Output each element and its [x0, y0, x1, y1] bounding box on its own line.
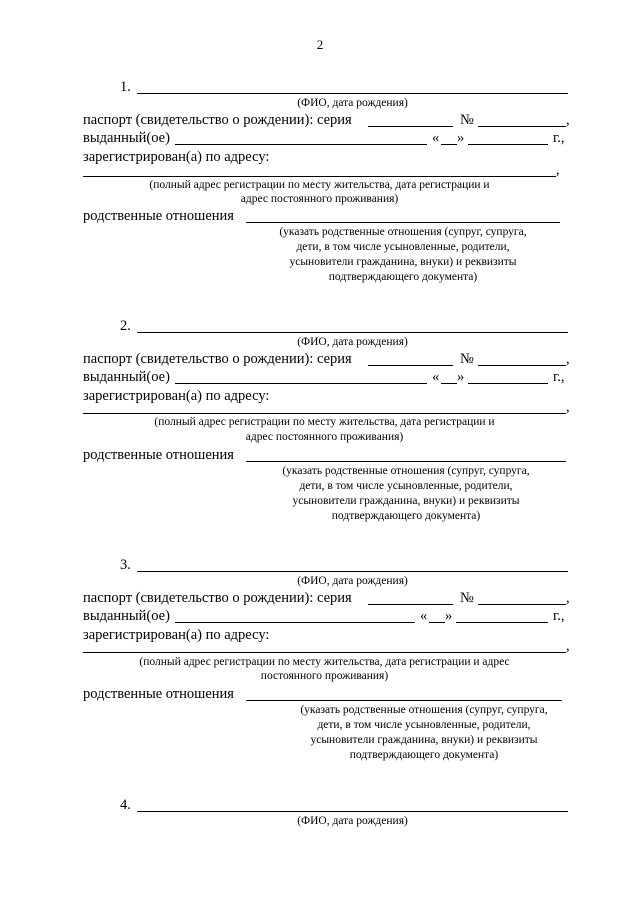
fio-hint: (ФИО, дата рождения) — [297, 336, 408, 348]
comma: , — [556, 162, 560, 178]
date-close: » — [445, 608, 453, 624]
passport-label: паспорт (свидетельство о рождении): серия — [83, 112, 352, 128]
relation-label: родственные отношения — [83, 686, 234, 702]
number-sign: № — [460, 112, 474, 128]
issue-day-field[interactable] — [429, 622, 445, 623]
issued-label: выданный(ое) — [83, 369, 170, 385]
relation-label: родственные отношения — [83, 208, 234, 224]
fio-field[interactable] — [137, 93, 568, 94]
entry-number: 2. — [120, 318, 131, 334]
relation-field[interactable] — [246, 700, 562, 701]
fio-hint: (ФИО, дата рождения) — [297, 815, 408, 827]
relation-hint-3: усыновители гражданина, внуки) и реквизиты — [292, 495, 520, 507]
registered-label: зарегистрирован(а) по адресу: — [83, 388, 270, 404]
relation-hint-2: дети, в том числе усыновленные, родители, — [296, 241, 510, 253]
relation-label: родственные отношения — [83, 447, 234, 463]
issue-day-field[interactable] — [441, 383, 457, 384]
relation-hint-4: подтверждающего документа) — [349, 749, 499, 761]
comma: , — [566, 638, 570, 654]
comma: , — [566, 590, 570, 606]
address-field[interactable] — [83, 652, 566, 653]
relation-hint-3: усыновители гражданина, внуки) и реквизиты — [289, 256, 517, 268]
date-open: « — [420, 608, 428, 624]
issued-label: выданный(ое) — [83, 608, 170, 624]
relation-field[interactable] — [246, 461, 566, 462]
passport-series-field[interactable] — [368, 126, 453, 127]
issue-day-field[interactable] — [441, 144, 457, 145]
relation-hint-1: (указать родственные отношения (супруг, супруга, — [282, 465, 530, 477]
issued-label: выданный(ое) — [83, 130, 170, 146]
comma: , — [566, 112, 570, 128]
relation-hint-4: подтверждающего документа) — [331, 510, 481, 522]
date-open: « — [432, 130, 440, 146]
fio-field[interactable] — [137, 811, 568, 812]
relation-hint-2: дети, в том числе усыновленные, родители, — [317, 719, 531, 731]
address-field[interactable] — [83, 176, 556, 177]
relation-hint-4: подтверждающего документа) — [328, 271, 478, 283]
entry-number: 1. — [120, 79, 131, 95]
address-hint-2: адрес постоянного проживания) — [240, 193, 399, 205]
address-hint-2: адрес постоянного проживания) — [245, 431, 404, 443]
address-hint-1: (полный адрес регистрации по месту жительства, дата регистрации и — [154, 416, 495, 428]
date-open: « — [432, 369, 440, 385]
fio-hint: (ФИО, дата рождения) — [297, 575, 408, 587]
issue-month-field[interactable] — [456, 622, 548, 623]
issue-month-field[interactable] — [468, 383, 548, 384]
address-hint-1: (полный адрес регистрации по месту жительства, дата регистрации и — [149, 179, 490, 191]
issued-by-field[interactable] — [175, 622, 415, 623]
year-label: г., — [553, 608, 565, 624]
entry-number: 4. — [120, 797, 131, 813]
issued-by-field[interactable] — [175, 383, 427, 384]
date-close: » — [457, 369, 465, 385]
address-hint-2: постоянного проживания) — [260, 670, 389, 682]
passport-series-field[interactable] — [368, 365, 453, 366]
fio-field[interactable] — [137, 571, 568, 572]
registered-label: зарегистрирован(а) по адресу: — [83, 627, 270, 643]
relation-hint-1: (указать родственные отношения (супруг, супруга, — [300, 704, 548, 716]
passport-label: паспорт (свидетельство о рождении): серия — [83, 590, 352, 606]
fio-field[interactable] — [137, 332, 568, 333]
issue-month-field[interactable] — [468, 144, 548, 145]
address-hint-1: (полный адрес регистрации по месту жительства, дата регистрации и адрес — [139, 656, 510, 668]
relation-field[interactable] — [246, 222, 560, 223]
address-field[interactable] — [83, 413, 566, 414]
passport-number-field[interactable] — [478, 365, 566, 366]
fio-hint: (ФИО, дата рождения) — [297, 97, 408, 109]
entry-number: 3. — [120, 557, 131, 573]
date-close: » — [457, 130, 465, 146]
page-number: 2 — [316, 37, 324, 52]
number-sign: № — [460, 590, 474, 606]
year-label: г., — [553, 130, 565, 146]
relation-hint-3: усыновители гражданина, внуки) и реквизиты — [310, 734, 538, 746]
relation-hint-1: (указать родственные отношения (супруг, супруга, — [279, 226, 527, 238]
issued-by-field[interactable] — [175, 144, 427, 145]
number-sign: № — [460, 351, 474, 367]
comma: , — [566, 399, 570, 415]
comma: , — [566, 351, 570, 367]
passport-number-field[interactable] — [478, 604, 566, 605]
passport-label: паспорт (свидетельство о рождении): серия — [83, 351, 352, 367]
registered-label: зарегистрирован(а) по адресу: — [83, 149, 270, 165]
year-label: г., — [553, 369, 565, 385]
passport-number-field[interactable] — [478, 126, 566, 127]
passport-series-field[interactable] — [368, 604, 453, 605]
relation-hint-2: дети, в том числе усыновленные, родители, — [299, 480, 513, 492]
